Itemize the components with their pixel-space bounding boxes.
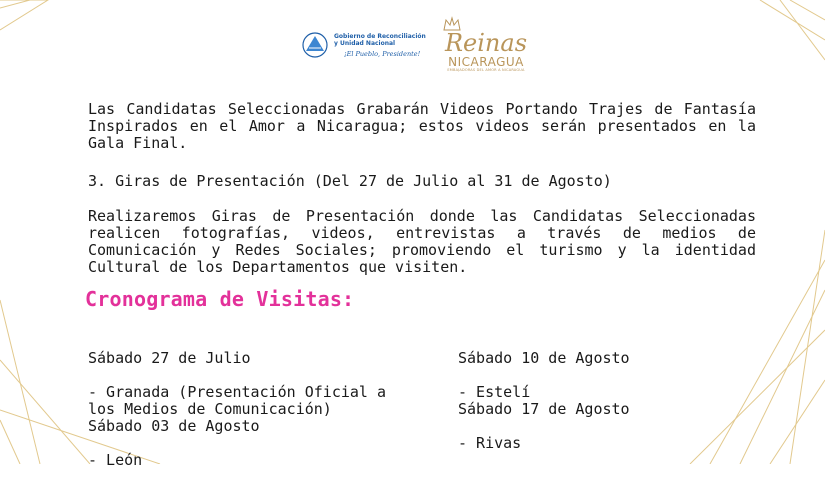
crown-icon	[442, 16, 462, 32]
reinas-wordmark: Reinas	[444, 29, 528, 57]
reinas-nicaragua-logo	[434, 16, 538, 73]
paragraph-videos: Las Candidatas Seleccionadas Grabarán Videos Portando Trajes de Fantasía Inspirados en el Amor a Nicaragua; estos videos serán presentados en la Gala Final.	[88, 100, 756, 152]
visit-place: - Rivas	[458, 434, 522, 452]
visit-place: - Granada (Presentación Oficial a los Medios de Comunicación)	[88, 383, 387, 418]
gov-slogan: ¡El Pueblo, Presidente!	[344, 49, 421, 58]
visit-date: Sábado 10 de Agosto	[458, 349, 630, 367]
gov-line-1: Gobierno de Reconciliación	[334, 32, 426, 40]
header-logos	[300, 14, 540, 84]
government-logo	[300, 32, 426, 58]
visit-place: - Estelí	[458, 383, 531, 401]
reinas-subtitle: EMBAJADORAS DEL AMOR A NICARAGUA	[447, 68, 525, 72]
visit-date: Sábado 03 de Agosto	[88, 417, 260, 435]
visit-item	[458, 384, 758, 469]
triangle-emblem-icon	[300, 32, 330, 58]
gov-line-2: y Unidad Nacional	[334, 39, 396, 47]
schedule-heading: Cronograma de Visitas:	[85, 287, 355, 311]
visit-place: - León	[88, 451, 143, 469]
paragraph-tours: Realizaremos Giras de Presentación donde las Candidatas Seleccionadas realicen fotografías, videos, entrevistas a través de medios de Comunicación y Redes Sociales; promoviendo el turismo y la identidad Cultural de los Departamentos que visiten.	[88, 207, 756, 276]
visit-date: Sábado 27 de Julio	[88, 349, 251, 367]
visit-date: Sábado 17 de Agosto	[458, 400, 630, 418]
reinas-country: NICARAGUA	[448, 55, 524, 69]
section-title-tours: 3. Giras de Presentación (Del 27 de Julio al 31 de Agosto)	[88, 172, 612, 190]
visit-item	[88, 401, 438, 486]
